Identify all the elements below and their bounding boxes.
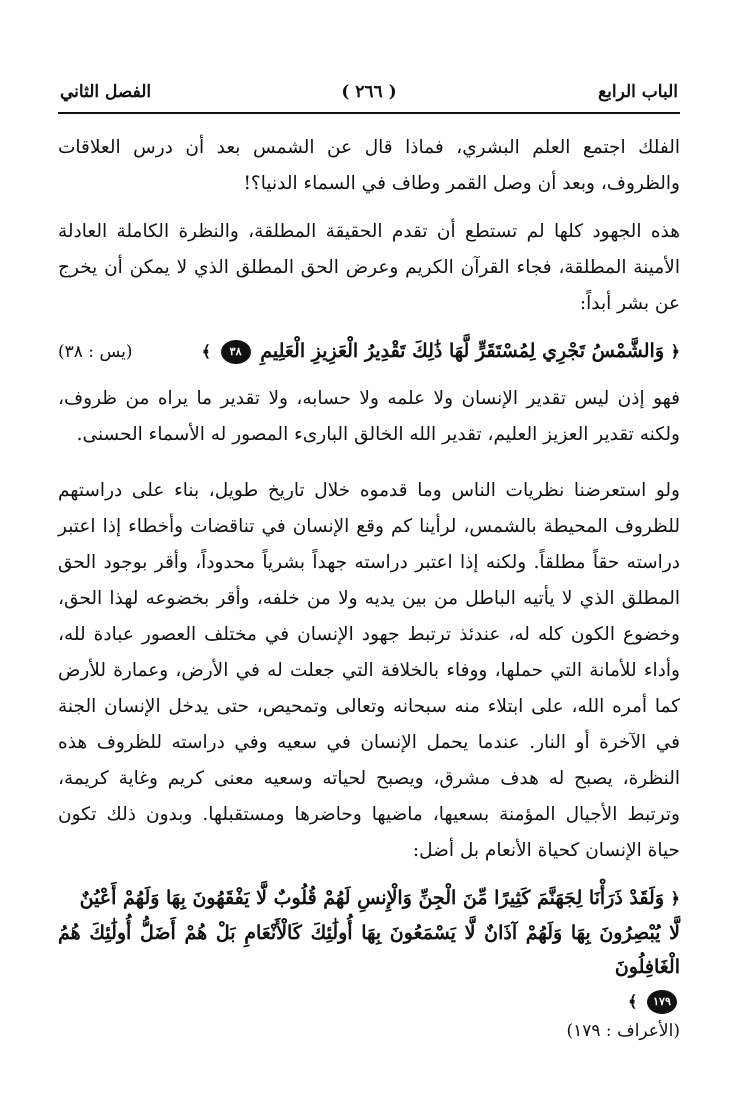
paragraph-3: فهو إذن ليس تقدير الإنسان ولا علمه ولا حسابه، ولا تقدير ما يراه من ظروف، ولكنه تقدير العزيز العليم، تقدير الله الخالق البارىء المصور له الأسماء الحسنى. bbox=[58, 388, 680, 445]
page-body bbox=[58, 130, 680, 1041]
paragraph-2: هذه الجهود كلها لم تستطع أن تقدم الحقيقة المطلقة، والنظرة الكاملة العادلة الأمينة المطلقة، فجاء القرآن الكريم وعرض الحق المطلق الذي لا يمكن أن يخرج عن بشر أبداً: bbox=[58, 221, 680, 314]
verse-text: وَالشَّمْسُ تَجْرِي لِمُسْتَقَرٍّ لَّهَا ذَٰلِكَ تَقْدِيرُ الْعَزِيزِ الْعَلِيمِ bbox=[260, 340, 664, 362]
ayah-number-marker: ١٧٩ bbox=[647, 990, 677, 1014]
ayah-number-marker: ٣٨ bbox=[221, 340, 251, 364]
quran-verse-araf bbox=[58, 881, 680, 1019]
verse-close-bracket: ﴾ bbox=[201, 342, 211, 361]
verse-line-2 bbox=[58, 916, 680, 984]
verse-open-bracket: ﴿ bbox=[670, 342, 680, 361]
verse-reference: (يس : ٣٨) bbox=[58, 341, 133, 362]
verse-close-bracket: ﴾ bbox=[628, 992, 638, 1011]
verse-reference: (الأعراف : ١٧٩) bbox=[566, 1021, 680, 1041]
page-number: ( ٢٦٦ ) bbox=[341, 82, 397, 102]
verse-line-3 bbox=[58, 984, 680, 1019]
chapter-title: الباب الرابع bbox=[598, 82, 678, 102]
verse-line-1 bbox=[58, 881, 680, 916]
paragraph-4: ولو استعرضنا نظريات الناس وما قدموه خلال تاريخ طويل، بناء على دراستهم للظروف المحيطة بالشمس، لرأينا كم وقع الإنسان في تناقضات وأخطاء إذا اعتبر دراسته حقاً مطلقاً. ولكنه إذا اعتبر دراسته جهداً بشرياً محدوداً، وأقر بوجود الحق المطلق الذي لا يأتيه الباطل من بين يديه ولا من خلفه، وأقر بخضوعه لهذا الحق، وخضوع الكون كله له، عندئذ ترتبط جهود الإنسان في مختلف العصور عبادة لله، وأداء للأمانة التي حملها، ووفاء بالخلافة التي جعلت له في الأرض، وعمارة للأرض كما أمره الله، على ابتلاء منه سبحانه وتعالى وتمحيص، حتى يدخل الإنسان الجنة في الآخرة أو النار. عندما يحمل الإنسان في سعيه وفي دراسته للظروف هذه النظرة، يصبح له هدف مشرق، ويصبح لحياته وسعيه معنى كريم وغاية كريمة، وترتبط الأجيال المؤمنة بسعيها، ماضيها وحاضرها ومستقبلها. وبدون ذلك تكون حياة الإنسان كحياة الأنعام بل أضل: bbox=[58, 480, 680, 861]
paragraph-1: الفلك اجتمع العلم البشري، فماذا قال عن الشمس بعد أن درس العلاقات والظروف، وبعد أن وصل القمر وطاف في السماء الدنيا؟! bbox=[58, 137, 680, 194]
verse-open-bracket: ﴿ bbox=[670, 889, 680, 908]
section-title: الفصل الثاني bbox=[60, 82, 152, 102]
verse-text-line-2: لَّا يُبْصِرُونَ بِهَا وَلَهُمْ آذَانٌ لَّا يَسْمَعُونَ بِهَا أُولَٰئِكَ كَالْأَنْعَامِ بَلْ هُمْ أَضَلُّ أُولَٰئِكَ هُمُ الْغَافِلُونَ bbox=[58, 922, 680, 978]
page-header bbox=[58, 80, 680, 114]
quran-verse-yasin bbox=[58, 334, 680, 369]
verse-text-line-1: وَلَقَدْ ذَرَأْنَا لِجَهَنَّمَ كَثِيرًا مِّنَ الْجِنِّ وَالْإِنسِ لَهُمْ قُلُوبٌ لَّا يَفْقَهُونَ بِهَا وَلَهُمْ أَعْيُنٌ bbox=[79, 887, 664, 909]
